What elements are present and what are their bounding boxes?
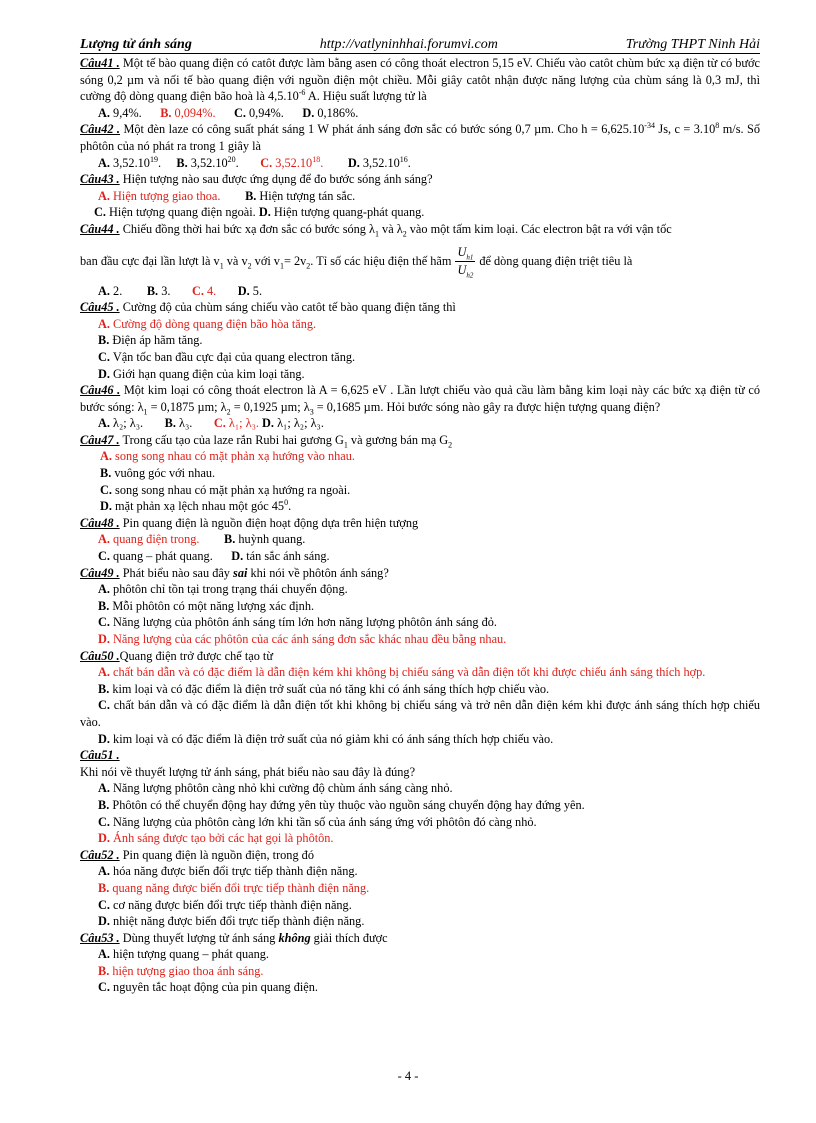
- option-d: D. tán sắc ánh sáng.: [231, 549, 330, 564]
- header-school: Trường THPT Ninh Hải: [625, 37, 760, 52]
- question-label: Câu41 .: [80, 56, 120, 70]
- options-48-row1: [80, 531, 760, 548]
- option-c: C. Vận tốc ban đầu cực đại của quang electron tăng.: [98, 349, 356, 364]
- page-header: [80, 36, 760, 54]
- option-b: B. huỳnh quang.: [224, 532, 306, 547]
- option-c: C. nguyên tắc hoạt động của pin quang điện.: [98, 980, 318, 995]
- option-a: A. phôtôn chỉ tồn tại trong trạng thái chuyển động.: [98, 582, 348, 597]
- option-b: B. kim loại và có đặc điểm là điện trở suất của nó tăng khi có ánh sáng thích hợp chiếu vào.: [98, 681, 550, 696]
- question-label: Câu49 .: [80, 565, 120, 580]
- option-a-correct: A. quang điện trong.: [98, 532, 200, 547]
- option-a: A. hóa năng được biến đổi trực tiếp thành điện năng.: [98, 864, 358, 879]
- question-label: Câu45 .: [80, 300, 120, 315]
- question-text: Một tế bào quang điện có catôt được làm bằng asen có công thoát electron 5,15 eV. Chiếu vào catôt chùm bức xạ điện từ có bước sóng 0,2 µm và nối tế bào quang điện với nguồn điện một chiều. Mỗi giây catôt nhận được năng lượng của chùm sáng là 0,3 mJ, thì cường độ dòng quang điện bão hoà là 4,5.10: [80, 56, 760, 104]
- option-b-correct: B. 0,094%.: [160, 105, 216, 120]
- option-a-correct: A. Hiện tượng giao thoa.: [98, 188, 221, 203]
- option-d-correct: D. Năng lượng của các phôtôn của các ánh sáng đơn sắc khác nhau đều bằng nhau.: [98, 632, 507, 646]
- option-d: D. 3,52.10$^{16}$.: [347, 154, 411, 170]
- question-50: Câu50 .Quang điện trở được chế tạo từ: [80, 648, 273, 663]
- question-47: Câu47 . Trong cấu tạo của laze rắn Rubi hai gương $G_1$ và gương bán mạ $G_2$: [80, 432, 453, 450]
- options-43-row2: [80, 204, 760, 221]
- options-46: [80, 415, 760, 432]
- option-d: D. Hiện tượng quang-phát quang.: [258, 205, 425, 220]
- question-44-line2: ban đầu cực đại lần lượt là $v_1$ và $v_2$ với $v_1= 2v_2$. Tỉ số các hiệu điện thế hãm $\frac{U_{h1}}{U_{h2}}$ để dòng quang điện triệt tiêu là: [80, 245, 633, 280]
- option-a-correct: A. chất bán dẫn và có đặc điểm là dẫn điện kém khi không bị chiếu sáng và dẫn điện tốt khi được chiếu ánh sáng thích hợp.: [98, 665, 706, 680]
- question-label: Câu47 .: [80, 432, 120, 447]
- option-b: B. Hiện tượng tán sắc.: [245, 188, 356, 203]
- option-c-correct: C. 3,52.10$^{18}$.: [260, 154, 324, 170]
- option-c-correct: C. λ₁; λ₃.: [213, 416, 259, 431]
- question-label: Câu46 .: [80, 383, 121, 398]
- question-label: Câu48 .: [80, 515, 120, 530]
- option-d: D. 5.: [237, 283, 263, 298]
- option-a: A. 9,4%.: [98, 105, 142, 120]
- options-48-row2: [80, 548, 760, 565]
- option-c: C. cơ năng được biến đổi trực tiếp thành điện năng.: [98, 897, 352, 912]
- option-b: B. 3,52.10$^{20}$.: [176, 154, 239, 170]
- option-d: D. mặt phản xạ lệch nhau một góc $45^0$.: [100, 498, 292, 514]
- question-48: Câu48 . Pin quang điện là nguồn điện hoạt động dựa trên hiện tượng: [80, 515, 419, 530]
- question-51-text: Khi nói về thuyết lượng tử ánh sáng, phát biểu nào sau đây là đúng?: [80, 764, 416, 779]
- option-c: C. chất bán dẫn và có đặc điểm là dẫn điện tốt khi không bị chiếu sáng và trở nên dẫn điện kém khi được ánh sáng thích hợp chiếu vào.: [80, 698, 760, 729]
- option-c: C. Hiện tượng quang điện ngoài.: [94, 205, 259, 220]
- question-45: Câu45 . Cường độ của chùm sáng chiếu vào catôt tế bào quang điện tăng thì: [80, 300, 456, 315]
- option-b: B. Mỗi phôtôn có một năng lượng xác định.: [98, 598, 315, 613]
- header-title: Lượng tử ánh sáng: [80, 37, 192, 52]
- option-c: C. quang – phát quang.: [98, 549, 213, 564]
- question-label: Câu50 .: [80, 648, 120, 663]
- question-53: Câu53 . Dùng thuyết lượng tử ánh sáng không giải thích được: [80, 930, 388, 945]
- question-label: Câu52 .: [80, 847, 120, 862]
- question-42: Câu42 . Một đèn laze có công suất phát sáng 1 W phát ánh sáng đơn sắc có bước sóng 0,7 µm. Cho $h = 6,625.10^{-34}$ Js, $c = 3.10^8$ m/s. Số phôtôn của nó phát ra trong 1 giây là: [80, 121, 761, 153]
- option-b-correct: B. quang năng được biến đổi trực tiếp thành điện năng.: [98, 880, 370, 895]
- question-41: [80, 55, 760, 105]
- option-c: C. Năng lượng của phôtôn ánh sáng tím lớn hơn năng lượng phôtôn ánh sáng đỏ.: [98, 615, 497, 630]
- option-c: C. 0,94%.: [233, 105, 284, 120]
- exponent: -6: [298, 88, 306, 98]
- option-d: D. nhiệt năng được biến đổi trực tiếp thành điện năng.: [98, 914, 365, 929]
- option-d: D. kim loại và có đặc điểm là điện trở suất của nó giảm khi có ánh sáng thích hợp chiếu vào.: [98, 731, 554, 746]
- question-text-end: A. Hiệu suất lượng tử là: [305, 89, 427, 104]
- option-b-correct: B. hiện tượng giao thoa ánh sáng.: [98, 963, 264, 978]
- options-41: [80, 105, 760, 122]
- option-d: D. 0,186%.: [302, 105, 359, 120]
- option-a-correct: A. song song nhau có mặt phản xạ hướng vào nhau.: [100, 449, 355, 464]
- option-a: A. 3,52.10$^{19}$.: [98, 154, 162, 170]
- option-b: B. 3.: [146, 283, 171, 298]
- document-page: [80, 36, 760, 996]
- option-c: C. Năng lượng của phôtôn càng lớn khi tần số của ánh sáng ứng với phôtôn đó càng nhỏ.: [98, 814, 537, 829]
- options-43-row1: [80, 188, 760, 205]
- option-d: D. λ₁; λ₂; λ₃.: [262, 416, 324, 431]
- question-label: Câu51 .: [80, 748, 120, 763]
- option-a-correct: A. Cường độ dòng quang điện bão hòa tăng.: [98, 316, 317, 331]
- option-b: B. λ₃.: [164, 416, 193, 431]
- option-c-correct: C. 4.: [191, 283, 217, 298]
- question-label: Câu43 .: [80, 172, 120, 187]
- option-d: D. Giới hạn quang điện của kim loại tăng.: [98, 366, 305, 381]
- page-number: - 4 -: [397, 1069, 419, 1083]
- question-51: [80, 747, 760, 764]
- option-a: A. Năng lượng phôtôn càng nhỏ khi cường độ chùm ánh sáng càng nhỏ.: [98, 781, 453, 796]
- option-c: C. song song nhau có mặt phản xạ hướng ra ngoài.: [100, 482, 351, 497]
- question-49: Câu49 . Phát biểu nào sau đây sai khi nói về phôtôn ánh sáng?: [80, 565, 389, 580]
- fraction-uh1-uh2: $\frac{U_{h1}}{U_{h2}}$: [457, 245, 474, 280]
- option-a: A. hiện tượng quang – phát quang.: [98, 947, 269, 962]
- header-url[interactable]: http://vatlyninhhai.forumvi.com: [319, 37, 498, 52]
- question-43: Câu43 . Hiện tượng nào sau được ứng dụng để đo bước sóng ánh sáng?: [80, 172, 433, 187]
- question-44: Câu44 . Chiếu đồng thời hai bức xạ đơn sắc có bước sóng $\lambda_1$ và $\lambda_2$ vào một tấm kim loại. Các electron bật ra với vận tốc: [80, 221, 672, 239]
- option-a: A. 2.: [98, 283, 123, 298]
- options-44: [80, 283, 760, 300]
- option-b: B. vuông góc với nhau.: [100, 466, 216, 481]
- question-46: Câu46 . Một kim loại có công thoát electron là A = 6,625 eV . Lần lượt chiếu vào quả cầu làm bằng kim loại này các bức xạ điện từ có bước sóng: $\lambda_1 = 0,1875$ µm; $\lambda_2 = 0,1925$ µm; $\lambda_3 = 0,1685$ µm. Hỏi bước sóng nào gây ra được hiện tượng quang điện?: [80, 383, 760, 417]
- option-d-correct: D. Ánh sáng được tạo bởi các hạt gọi là phôtôn.: [98, 831, 334, 846]
- option-a: A. λ₂; λ₃.: [98, 416, 144, 431]
- options-42: [80, 155, 760, 172]
- question-label: Câu44 .: [80, 221, 120, 236]
- option-b: B. Phôtôn có thể chuyển động hay đứng yên tùy thuộc vào nguồn sáng chuyển động hay đứng yên.: [98, 797, 585, 812]
- option-b: B. Điện áp hãm tăng.: [98, 333, 203, 348]
- question-label: Câu53 .: [80, 930, 120, 945]
- question-label: Câu42 .: [80, 122, 121, 137]
- question-52: Câu52 . Pin quang điện là nguồn điện, trong đó: [80, 847, 314, 862]
